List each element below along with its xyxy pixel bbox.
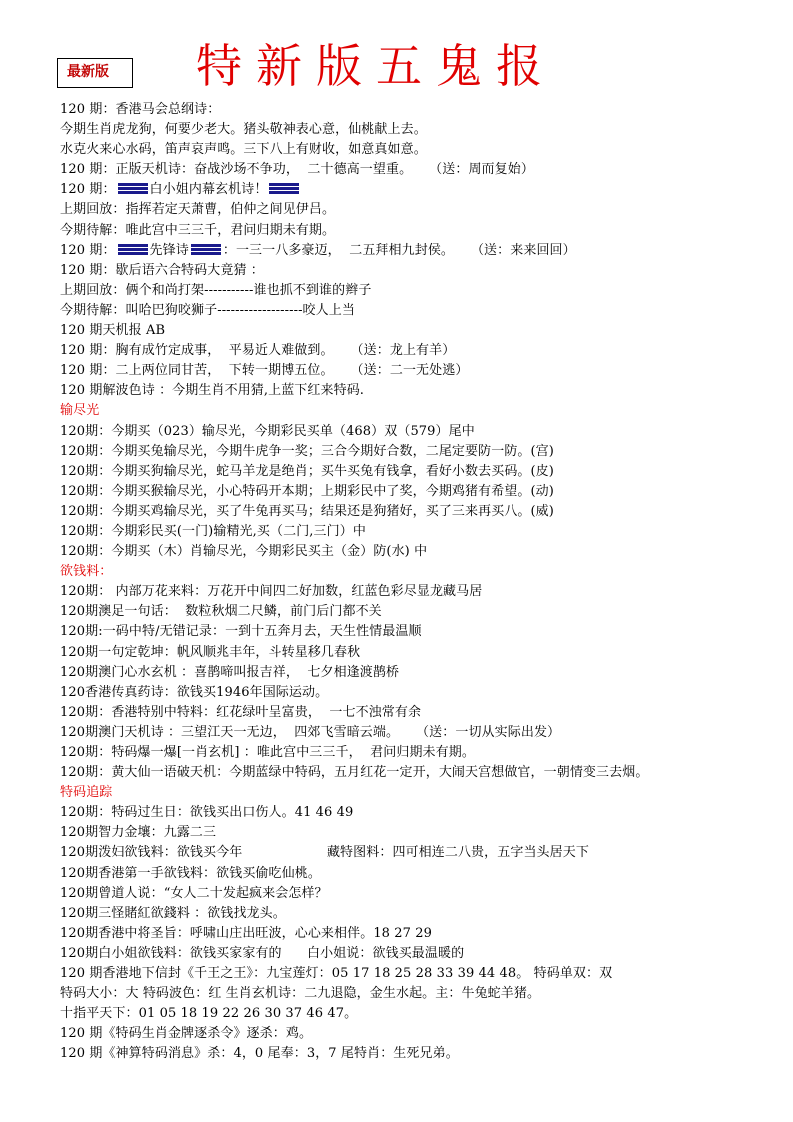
text-line: 120期白小姐欲钱料：欲钱买家家有的 白小姐说：欲钱买最温暖的 [60, 945, 465, 961]
text-line: 120期澳门心水玄机 ：喜鹊啼叫报吉祥， 七夕相逢渡鹊桥 [60, 664, 400, 680]
text-line: 120期：今期买（木）肖输尽光，今期彩民买主（金）防(水) 中 [60, 544, 428, 560]
text-line: 120 期香港地下信封《千王之王》：九宝莲灯：05 17 18 25 28 33 39 44 48。 特码单双：双 [60, 966, 613, 982]
text-line: 120 期：正版天机诗：奋战沙场不争功， 二十德高一望重。 （送：周而复始） [60, 162, 534, 178]
text-line: 120期一句定乾坤：帆风顺兆丰年，斗转星移几春秋 [60, 644, 361, 660]
text-line: 120期澳足一句话： 数粒秋烟二尺鳞，前门后门都不关 [60, 604, 382, 620]
text-line: 今期生肖虎龙狗，何要少老大。猪头敬神表心意，仙桃献上去。 [60, 122, 427, 138]
text-line: 120期曾道人说：“女人二十发起疯来会怎样？ [60, 885, 328, 901]
text-line: 120期:一码中特/无错记录：一到十五奔月去，天生性情最温顺 [60, 624, 422, 640]
document-body [60, 100, 790, 1065]
text-line: 120 期： 先锋诗 ：一三一八多豪迈， 二五拜相九封侯。 （送：来来回回） [60, 242, 576, 258]
decorative-block-icon [118, 183, 148, 194]
section-heading: 欲钱料： [60, 564, 113, 580]
text-line: 120 期解波色诗 ：今期生肖不用猜,上蓝下红来特码. [60, 383, 365, 399]
text-line: 120期：今期买鸡输尽光，买了牛兔再买马；结果还是狗猪好，买了三来再买八。(威) [60, 503, 554, 519]
text-line: 120期澳门天机诗 ：三望江天一无边， 四郊飞雪暗云端。 （送：一切从实际出发） [60, 724, 561, 740]
section-heading: 输尽光 [60, 403, 100, 419]
latest-edition-badge: 最新版 [57, 58, 133, 88]
decorative-block-icon [191, 244, 221, 255]
text-line: 120 期：胸有成竹定成事， 平易近人难做到。 （送：龙上有羊） [60, 343, 456, 359]
text-line: 120 期： 白小姐内幕玄机诗！ [60, 180, 790, 200]
text-line: 120 期：歇后语六合特码大竟猜 ： [60, 262, 264, 278]
text-line: 120期： 内部万花来料：万花开中间四二好加数，红蓝色彩尽显龙藏马居 [60, 584, 483, 600]
text-line: 120期：今期买狗输尽光，蛇马羊龙是绝肖；买牛买兔有钱拿，看好小数去买码。(皮) [60, 463, 554, 479]
text-line: 今期待解：唯此宫中三三千，君问归期未有期。 [60, 222, 336, 238]
text-line: 120期香港第一手欲钱料：欲钱买偷吃仙桃。 [60, 865, 321, 881]
text-line: 120期：黄大仙一语破天机：今期蓝绿中特码，五月红花一定开，大闹天宫想做官，一朝情变三去烟。 [60, 765, 649, 781]
page-title: 特新版五鬼报 [196, 39, 556, 93]
text-line: 十指平天下：01 05 18 19 22 26 30 37 46 47。 [60, 1006, 358, 1022]
text-line: 特码大小：大 特码波色：红 生肖玄机诗：二九退隐，金生水起。主：牛兔蛇羊猪。 [60, 986, 541, 1002]
text-line: 120期：今期买猴输尽光，小心特码开本期；上期彩民中了奖，今期鸡猪有希望。(动) [60, 483, 554, 499]
text-line: 今期待解：叫哈巴狗咬狮子-------------------咬人上当 [60, 302, 355, 318]
text-line: 120 期：香港马会总纲诗： [60, 102, 221, 117]
text-line: 120期：今期买兔输尽光，今期牛虎争一奖；三合今期好合数，二尾定要防一防。(宫) [60, 443, 554, 459]
text-line: 120 期天机报 AB [60, 323, 166, 339]
text-line: 120期：香港特别中特料：红花绿叶呈富贵， 一七不浊常有余 [60, 704, 422, 720]
text-line: 120 期：二上两位同甘苦， 下转一期博五位。 （送：二一无处逃） [60, 363, 469, 379]
decorative-block-icon [118, 244, 148, 255]
text-line: 120期三怪賭紅欲錢料 ：欲钱找龙头。 [60, 905, 286, 921]
text-line: 120期泼妇欲钱料：欲钱买今年 藏特图料：四可相连二八贵，五字当头居天下 [60, 845, 589, 861]
text-line: 120期：今期彩民买(一门)输精光,买（二门,三门）中 [60, 523, 366, 539]
text-line: 120期香港中将圣旨：呼啸山庄出旺波，心心来相伴。18 27 29 [60, 925, 433, 941]
text-line: 120香港传真药诗：欲钱买1946年国际运动。 [60, 684, 329, 700]
text-line: 120期智力金壤：九露二三 [60, 825, 217, 841]
section-heading: 特码追踪 [60, 785, 113, 801]
text-line: 120 期《神算特码消息》杀：4，0 尾奉：3，7 尾特肖：生死兄弟。 [60, 1046, 459, 1062]
text-line: 上期回放：俩个和尚打架-----------谁也抓不到谁的辫子 [60, 282, 372, 298]
text-line: 120期：今期买（023）输尽光，今期彩民买单（468）双（579）尾中 [60, 423, 475, 439]
text-line: 120期：特码过生日：欲钱买出口伤人。41 46 49 [60, 805, 354, 821]
text-line: 上期回放：指挥若定天萧曹，伯仲之间见伊吕。 [60, 202, 336, 218]
text-line: 120期：特码爆一爆[一肖玄机] ：唯此宫中三三千， 君问归期未有期。 [60, 745, 475, 760]
text-line: 120 期《特码生肖金牌逐杀令》逐杀：鸡。 [60, 1026, 313, 1042]
decorative-block-icon [269, 183, 299, 194]
text-line: 水克火来心水码，笛声哀声鸣。三下八上有财收，如意真如意。 [60, 142, 427, 158]
